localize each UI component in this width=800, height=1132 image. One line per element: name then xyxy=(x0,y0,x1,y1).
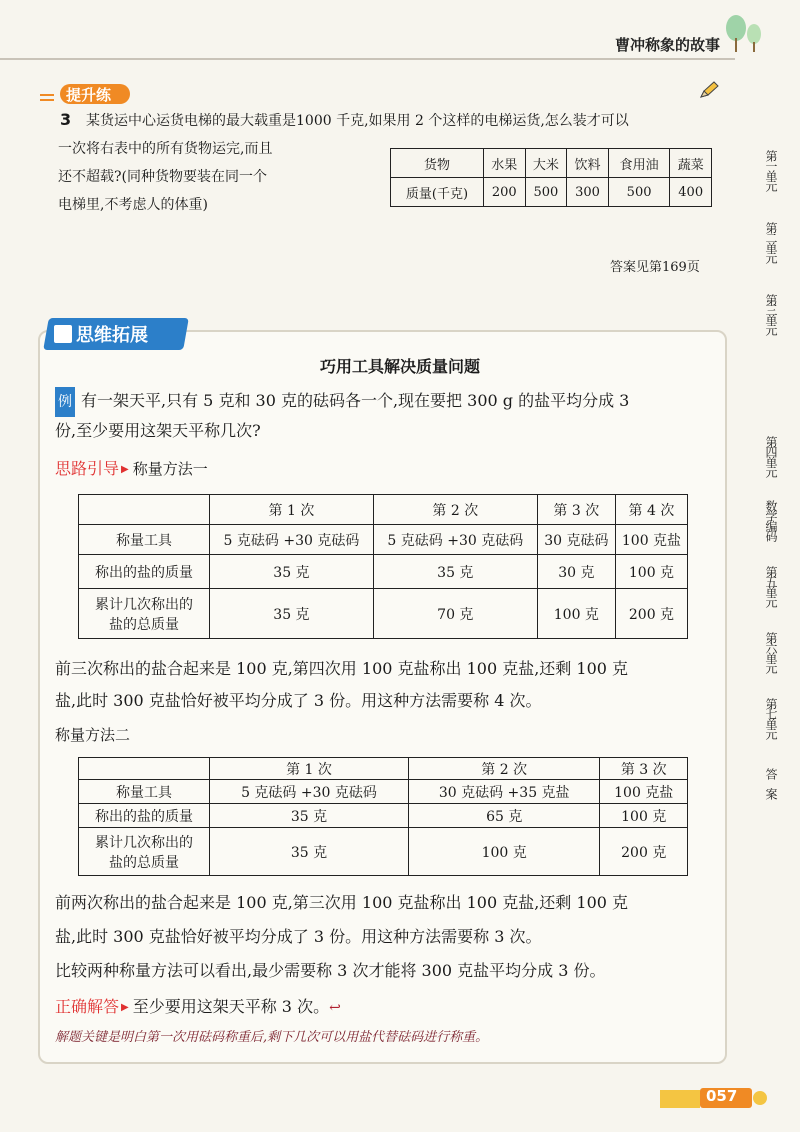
table-cell: 35 克 xyxy=(210,555,374,589)
practice-badge-label: 提升练 xyxy=(66,86,112,104)
table-cell: 蔬菜 xyxy=(670,149,712,178)
table-cell: 100 克 xyxy=(537,589,615,639)
table-cell: 质量(千克) xyxy=(391,178,484,207)
method2-explain-line2: 盐,此时 300 克盐恰好被平均分成了 3 份。用这种方法需要称 3 次。 xyxy=(55,927,542,946)
page-header-title: 曹冲称象的故事 xyxy=(615,36,721,54)
example-text1: 有一架天平,只有 5 克和 30 克的砝码各一个,现在要把 300 g 的盐平均分成 3 xyxy=(81,391,630,410)
example-line1 xyxy=(55,386,715,417)
table-cell: 100 克盐 xyxy=(615,525,687,555)
table-cell: 30 克 xyxy=(537,555,615,589)
cell-line: 累计几次称出的 xyxy=(95,596,193,613)
cell-line: 盐的总质量 xyxy=(109,616,179,633)
sidebar-item-answers[interactable]: 答案 xyxy=(764,768,778,808)
table-cell xyxy=(79,758,210,780)
table-cell: 35 克 xyxy=(373,555,537,589)
key-hint: 解题关键是明白第一次用砝码称重后,剩下几次可以用盐代替砝码进行称重。 xyxy=(55,1030,489,1045)
table-cell: 65 克 xyxy=(408,804,600,828)
sidebar-item-unit2[interactable]: 第二单元 xyxy=(764,222,778,262)
example-tag: 例 xyxy=(55,387,75,417)
pencil-icon xyxy=(698,80,720,100)
table-cell: 100 克 xyxy=(600,804,688,828)
table-cell: 第 2 次 xyxy=(408,758,600,780)
goods-table xyxy=(390,148,712,207)
question-text-line4: 电梯里,不考虑人的体重) xyxy=(58,197,208,213)
table-cell: 500 xyxy=(525,178,567,207)
table-cell: 称出的盐的质量 xyxy=(79,804,210,828)
method1-explain-line1: 前三次称出的盐合起来是 100 克,第四次用 100 克盐称出 100 克盐,还剩 100 克 xyxy=(55,659,629,678)
table-cell: 35 克 xyxy=(210,589,374,639)
page-number: 057 xyxy=(706,1087,738,1105)
table-cell: 500 xyxy=(608,178,670,207)
table-row xyxy=(79,495,688,525)
table-cell: 第 1 次 xyxy=(210,495,374,525)
question-text-line3: 还不超载?(同种货物要装在同一个 xyxy=(58,169,267,185)
table-cell: 饮料 xyxy=(567,149,609,178)
question-text-line2: 一次将右表中的所有货物运完,而且 xyxy=(58,141,273,157)
table-row xyxy=(79,780,688,804)
correct-answer-row xyxy=(55,992,715,1023)
table-cell: 200 克 xyxy=(600,828,688,876)
table-cell: 100 克 xyxy=(408,828,600,876)
table-cell: 100 克 xyxy=(615,555,687,589)
table-row xyxy=(79,525,688,555)
table-row xyxy=(79,589,688,639)
table-cell: 称量工具 xyxy=(79,780,210,804)
arrow-icon: ↩ xyxy=(329,1000,341,1016)
table-cell: 200 xyxy=(484,178,526,207)
table-row xyxy=(79,804,688,828)
sidebar-item-unit3[interactable]: 第三单元 xyxy=(764,294,778,334)
table-cell xyxy=(79,828,210,876)
sidebar-item-unit5[interactable]: 第五单元 xyxy=(764,566,778,606)
method2-label: 称量方法二 xyxy=(55,726,131,744)
table-cell: 食用油 xyxy=(608,149,670,178)
triangle-icon: ▶ xyxy=(121,1001,129,1013)
table-row xyxy=(79,828,688,876)
thinking-badge-label: 思维拓展 xyxy=(76,325,148,346)
table-cell xyxy=(79,495,210,525)
table-cell: 第 2 次 xyxy=(373,495,537,525)
table-row xyxy=(79,758,688,780)
book-icon xyxy=(54,325,72,343)
table-cell: 70 克 xyxy=(373,589,537,639)
table-cell: 第 4 次 xyxy=(615,495,687,525)
table-cell: 300 xyxy=(567,178,609,207)
guide-label: 思路引导 xyxy=(55,459,120,478)
sidebar-item-unit6[interactable]: 第六单元 xyxy=(764,632,778,672)
method2-explain-line1: 前两次称出的盐合起来是 100 克,第三次用 100 克盐称出 100 克盐,还剩 100 克 xyxy=(55,893,629,912)
method2-table xyxy=(78,757,688,876)
cell-line: 累计几次称出的 xyxy=(95,834,193,851)
unit-sidebar xyxy=(740,0,780,1132)
table-cell: 第 3 次 xyxy=(537,495,615,525)
table-cell: 100 克盐 xyxy=(600,780,688,804)
example-line2: 份,至少要用这架天平称几次? xyxy=(55,421,261,440)
table-cell: 5 克砝码 +30 克砝码 xyxy=(210,525,374,555)
comparison-text: 比较两种称量方法可以看出,最少需要称 3 次才能将 300 克盐平均分成 3 份。 xyxy=(55,961,606,980)
header-divider xyxy=(0,58,735,60)
correct-text: 至少要用这架天平称 3 次。 xyxy=(132,997,330,1016)
guide-row xyxy=(55,454,715,485)
question-number: 3 xyxy=(60,110,72,129)
table-cell: 大米 xyxy=(525,149,567,178)
answer-reference: 答案见第169页 xyxy=(610,260,700,275)
table-row xyxy=(391,178,712,207)
triangle-icon: ▶ xyxy=(121,463,129,475)
method1-table xyxy=(78,494,688,639)
table-cell: 水果 xyxy=(484,149,526,178)
table-cell: 第 3 次 xyxy=(600,758,688,780)
table-cell xyxy=(79,589,210,639)
table-cell: 35 克 xyxy=(210,804,409,828)
table-cell: 称量工具 xyxy=(79,525,210,555)
table-cell: 5 克砝码 +30 克砝码 xyxy=(373,525,537,555)
table-cell: 200 克 xyxy=(615,589,687,639)
sidebar-item-unit7[interactable]: 第七单元 xyxy=(764,698,778,738)
correct-label: 正确解答 xyxy=(55,997,120,1016)
table-cell: 货物 xyxy=(391,149,484,178)
table-cell: 30 克砝码 xyxy=(537,525,615,555)
table-cell: 5 克砝码 +30 克砝码 xyxy=(210,780,409,804)
sidebar-item-math-code[interactable]: 数学编码 xyxy=(764,500,778,540)
section-title: 巧用工具解决质量问题 xyxy=(319,357,480,376)
method1-label: 称量方法一 xyxy=(132,460,208,478)
sidebar-item-unit1[interactable]: 第一单元 xyxy=(764,150,778,190)
table-cell: 35 克 xyxy=(210,828,409,876)
sidebar-item-unit4[interactable]: 第四单元 xyxy=(764,436,778,476)
table-cell: 400 xyxy=(670,178,712,207)
method1-explain-line2: 盐,此时 300 克盐恰好被平均分成了 3 份。用这种方法需要称 4 次。 xyxy=(55,691,542,710)
cell-line: 盐的总质量 xyxy=(109,854,179,871)
table-cell: 称出的盐的质量 xyxy=(79,555,210,589)
table-cell: 第 1 次 xyxy=(210,758,409,780)
table-row xyxy=(391,149,712,178)
question-text-line1: 某货运中心运货电梯的最大载重是1000 千克,如果用 2 个这样的电梯运货,怎么装才可以 xyxy=(86,113,629,129)
table-cell: 30 克砝码 +35 克盐 xyxy=(408,780,600,804)
table-row xyxy=(79,555,688,589)
